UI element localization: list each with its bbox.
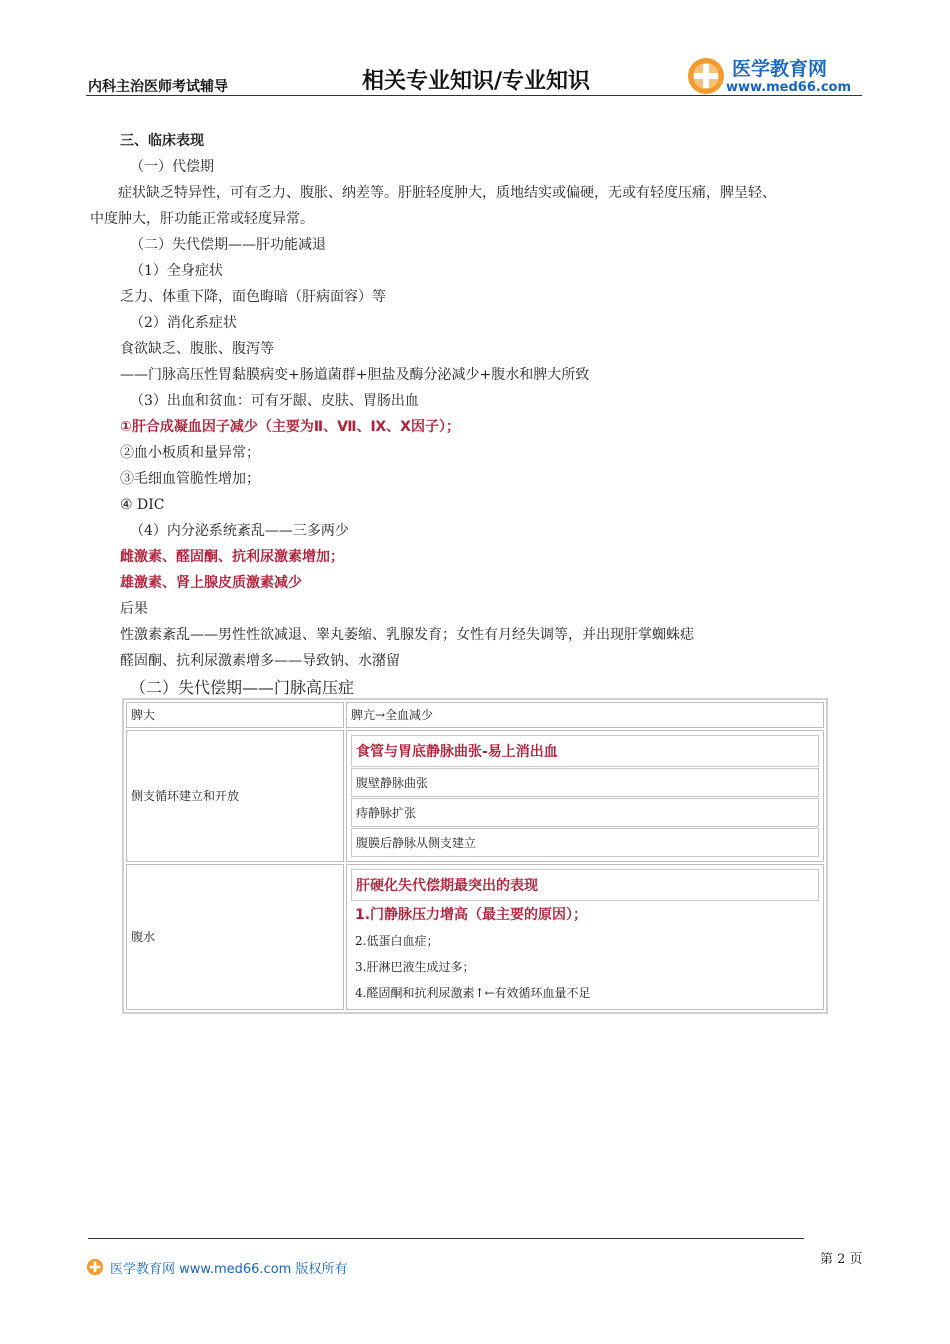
collateral-item: 痔静脉扩张 (351, 798, 819, 827)
logo-site-name: 医学教育网 (732, 58, 828, 80)
footer-divider (88, 1238, 804, 1239)
decompensated-title: （二）失代偿期——肝功能减退 (130, 237, 326, 253)
systemic-symptoms-title: （1）全身症状 (130, 263, 223, 279)
table-cell-collateral-items (346, 730, 824, 862)
table-cell-ascites: 腹水 (126, 864, 344, 1010)
portal-hypertension-table (122, 698, 828, 1014)
ascites-cause-2: 2.低蛋白血症； (355, 934, 439, 948)
table-row-collateral (126, 730, 824, 862)
ascites-cause-3: 3.肝淋巴液生成过多； (355, 960, 475, 974)
cross-circle-logo-icon (686, 56, 726, 96)
site-logo[interactable] (686, 54, 866, 100)
compensated-title: （一）代偿期 (130, 159, 214, 175)
ascites-headline: 肝硬化失代偿期最突出的表现 (351, 869, 819, 901)
table-row-ascites (126, 864, 824, 1010)
digestive-symptoms-text: 食欲缺乏、腹胀、腹泻等 (120, 341, 274, 357)
document-body (90, 128, 866, 700)
footer-logo-icon (86, 1258, 104, 1276)
endocrine-title: （4）内分泌系统紊乱——三多两少 (130, 523, 349, 539)
digestive-symptoms-cause: ——门脉高压性胃黏膜病变+肠道菌群+胆盐及酶分泌减少+腹水和脾大所致 (120, 367, 590, 383)
bleeding-item-4: ④ DIC (120, 497, 165, 513)
endocrine-result-label: 后果 (120, 601, 148, 617)
endocrine-result-2: 醛固酮、抗利尿激素增多——导致钠、水潴留 (120, 653, 400, 669)
header-divider (86, 95, 862, 96)
endocrine-increase: 雌激素、醛固酮、抗利尿激素增加； (120, 549, 344, 565)
compensated-text-1: 症状缺乏特异性，可有乏力、腹胀、纳差等。肝脏轻度肿大，质地结实或偏硬，无或有轻度压痛，脾呈轻、 (118, 185, 776, 201)
bleeding-item-2: ②血小板质和量异常； (120, 445, 260, 461)
footer-copyright[interactable]: 医学教育网 www.med66.com 版权所有 (110, 1262, 348, 1277)
bleeding-item-3: ③毛细血管脆性增加； (120, 471, 260, 487)
collateral-item: 食管与胃底静脉曲张-易上消出血 (351, 735, 819, 767)
header-subject-title: 相关专业知识/专业知识 (362, 69, 591, 94)
table-cell-hypersplenism: 脾亢→全血减少 (346, 702, 824, 728)
logo-site-url[interactable]: www.med66.com (726, 80, 852, 95)
ascites-cause-4: 4.醛固酮和抗利尿激素↑←有效循环血量不足 (355, 986, 591, 1000)
portal-hypertension-title: （二）失代偿期——门脉高压症 (130, 678, 355, 697)
bleeding-item-1: ①肝合成凝血因子减少（主要为Ⅱ、Ⅶ、Ⅸ、Ⅹ因子）； (120, 419, 460, 435)
table-cell-ascites-items (346, 864, 824, 1010)
page-number: 第 2 页 (820, 1252, 863, 1267)
ascites-cause-1: 1.门静脉压力增高（最主要的原因）； (355, 907, 588, 923)
header-course-title: 内科主治医师考试辅导 (88, 79, 228, 95)
compensated-text-2: 中度肿大，肝功能正常或轻度异常。 (90, 211, 314, 227)
table-row-splenomegaly (126, 702, 824, 728)
section-title: 三、临床表现 (120, 133, 204, 149)
endocrine-result-1: 性激素紊乱——男性性欲减退、睾丸萎缩、乳腺发育；女性有月经失调等，并出现肝掌蜘蛛痣 (120, 627, 694, 643)
endocrine-decrease: 雄激素、肾上腺皮质激素减少 (120, 575, 302, 591)
digestive-symptoms-title: （2）消化系症状 (130, 315, 237, 331)
bleeding-title: （3）出血和贫血：可有牙龈、皮肤、胃肠出血 (130, 393, 419, 409)
systemic-symptoms-text: 乏力、体重下降，面色晦暗（肝病面容）等 (120, 289, 386, 305)
table-cell-collateral: 侧支循环建立和开放 (126, 730, 344, 862)
collateral-item: 腹膜后静脉从侧支建立 (351, 828, 819, 857)
table-cell-splenomegaly: 脾大 (126, 702, 344, 728)
collateral-item: 腹壁静脉曲张 (351, 768, 819, 797)
